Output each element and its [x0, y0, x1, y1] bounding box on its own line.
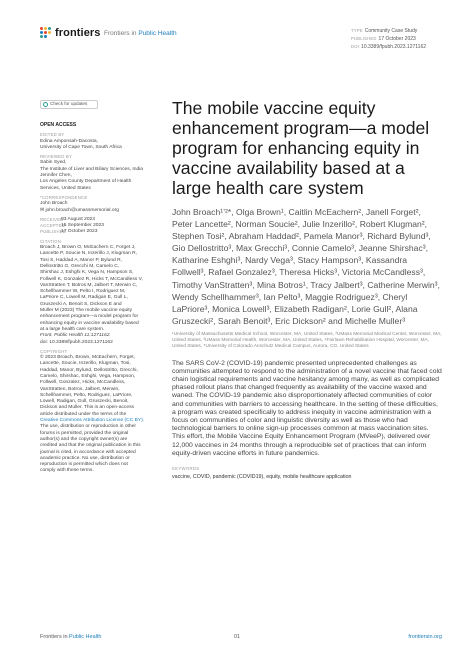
- copyright-line: Dickson and Muller. This is an open-access: [40, 405, 134, 411]
- received-label: RECEIVED: [40, 216, 64, 222]
- published-label: PUBLISHED: [351, 36, 377, 41]
- reviewer-line: Services, United States: [40, 185, 91, 191]
- citation-label: CITATION: [40, 238, 62, 244]
- citation-text: [40, 245, 168, 333]
- editor-line: University of Cape Town, South Africa: [40, 144, 122, 150]
- edited-by-label: EDITED BY: [40, 132, 65, 138]
- copyright-line: Camelo, Shirshac, Eshghi, Vega, Hampson,: [40, 373, 136, 379]
- footer-journal-name: Public Health: [69, 634, 102, 640]
- cc-by-license-link[interactable]: Creative Commons Attribution License (CC BY).: [40, 418, 145, 424]
- copyright-line: Lowell, Radigan, Gull, Gruszecki, Benoit,: [40, 399, 129, 405]
- received-date: 03 August 2023: [61, 216, 95, 222]
- keywords: vaccine, COVID, pandemic (COVID19), equity, mobile healthcare application: [172, 473, 352, 480]
- copyright-text: [40, 355, 168, 418]
- footer-journal[interactable]: [40, 634, 101, 640]
- check-updates-label: Check for updates: [50, 101, 88, 107]
- reviewer-line: Los Angeles County Department of Health: [40, 179, 132, 185]
- email-address: john.broach@umassmemorial.org: [45, 207, 119, 213]
- citation-line: Shirshac J, Eshghi K, Vega N, Hampson S,: [40, 270, 134, 276]
- sidebar-published-date: 17 October 2023: [61, 229, 98, 235]
- reviewer-line: Jennifer Chen,: [40, 173, 72, 179]
- citation-line: Tosi S, Haddad A, Manor P, Bylund R,: [40, 257, 123, 263]
- dates-section: [40, 217, 168, 236]
- affiliations: ¹University of Massachusetts Medical School, Worcester, MA, United States, ²UMass Memorial Medical Center, Worcester, MA, United States, ³UMass Memorial Health, Worcester, MA, United States, ⁴Fairlawn Rehabilitation Hospital, Worcester, MA, United States, ⁵University of Colorado Anschutz Medical Campus, Aurora, CO, United States: [172, 331, 442, 350]
- check-for-updates-button[interactable]: [40, 100, 98, 109]
- footer-site-link[interactable]: frontiersin.org: [408, 634, 442, 640]
- author-list: John Broach¹’²*, Olga Brown¹, Caitlin McEachern², Janell Forget², Peter Lancette², Norman Soucie², Julie Inzerillo², Robert Klugman², Stephen Tosi², Abraham Haddad², Pamela Manor³, Richard Bylund³, Gio Dellostritto³, Max Grecchi³, Connie Camelo³, Jeanne Shirshac³, Katharine Eshghi³, Nardy Vega³, Stacy Hampson³, Kassandra Follwell³, Rafael Gonzalez³, Theresa Hicks³, Victoria McCandless³, Timothy VanStratten³, Mina Botros¹, Tracy Jalbert³, Catherine Merwin³, Wendy Schellhammer³, Ian Pelto³, Maggie Rodriguez³, Cheryl LaPriore³, Monica Lowell³, Elizabeth Radigan², Lorie Gull², Alana Gruszecki², Sarah Benoit³, Eric Dickson² and Michelle Muller³: [172, 207, 440, 326]
- correspondence-name: John Broach: [40, 201, 68, 207]
- article-main: [172, 98, 442, 480]
- reviewer-line: Sabin Syed,: [40, 160, 67, 166]
- copyright-terms-line: The use, distribution or reproduction in other: [40, 424, 136, 430]
- open-access-label: OPEN ACCESS: [40, 122, 77, 128]
- copyright-line: © 2023 Broach, Brown, McEachern, Forget,: [40, 355, 135, 361]
- citation-line: Lancette P, Soucie N, Inzerillo J, Klugman R,: [40, 251, 137, 257]
- copyright-line: Schellhammer, Pelto, Rodriguez, LaPriore,: [40, 392, 133, 398]
- copyright-terms-line: author(s) and the copyright owner(s) are: [40, 436, 128, 442]
- citation-line: at a large health care system.: [40, 326, 105, 332]
- copyright-section: [40, 349, 168, 475]
- copyright-terms-line: reproduction is permitted which does not: [40, 462, 128, 468]
- frontiers-logo-icon: [40, 27, 52, 39]
- doi-label: DOI: [351, 44, 360, 49]
- citation-section: [40, 239, 168, 346]
- correspondence-label: *CORRESPONDENCE: [40, 194, 88, 200]
- keywords-label: KEYWORDS: [172, 465, 200, 471]
- copyright-terms-line: academic practice. No use, distribution or: [40, 455, 130, 461]
- copyright-terms: [40, 424, 168, 474]
- type-value: Community Case Study: [364, 28, 418, 34]
- citation-line: Follwell K, Gonzalez R, Hicks T, McCandless V,: [40, 276, 143, 282]
- logo-wordmark: frontiers: [55, 27, 101, 39]
- citation-line: Broach J, Brown O, McEachern C, Forget J,: [40, 245, 136, 251]
- update-icon: [43, 102, 48, 107]
- reviewed-by-section: [40, 154, 168, 192]
- copyright-line: Lancette, Soucie, Inzerillo, Klugman, Tosi,: [40, 361, 131, 367]
- citation-line: Gruszecki A, Benoit S, Dickson E and: [40, 301, 122, 307]
- article-sidebar: [40, 100, 168, 478]
- copyright-label: COPYRIGHT: [40, 348, 68, 354]
- published-value: 17 October 2023: [378, 36, 416, 42]
- citation-line: enhancing equity in vaccine availability based: [40, 320, 139, 326]
- journal-name[interactable]: [104, 30, 177, 37]
- abstract: The SARS CoV-2 (COVID-19) pandemic presented unprecedented challenges as communities attempted to respond to the administration of a novel vaccine that faced cold chain logistical requirements and vaccine hesitancy among many, as well as complicated phased rollout plans that changed frequently as availability of the vaccine waxed and waned. The COVID-19 pandemic also disproportionately affected communities of color and communities with barriers to accessing healthcare. In the setting of these difficulties, a program was created specifically to address inequity in vaccine administration with a focus on communities of color and linguistic diversity as well as those who had technological barriers to online sign-up processes common at mass vaccination sites. This effort, the Mobile Vaccine Equity Enhancement Program (MVeeP), delivered over 12,000 vaccines in 24 months through a reproducible set of practices that can inform equity-driven vaccine efforts in future pandemics.: [172, 359, 442, 457]
- journal-prefix: Frontiers in: [104, 30, 137, 37]
- copyright-line: Haddad, Manor, Bylund, Dellostritto, Grecchi,: [40, 367, 138, 373]
- accepted-date: 15 September 2023: [61, 223, 104, 229]
- accepted-label: ACCEPTED: [40, 223, 65, 229]
- copyright-terms-line: comply with these terms.: [40, 468, 94, 474]
- page-header: [0, 0, 474, 50]
- footer-journal-prefix: Frontiers in: [40, 634, 68, 640]
- doi-value[interactable]: 10.3389/fpubh.2023.1271162: [361, 44, 427, 50]
- email-icon: ✉: [40, 207, 45, 213]
- correspondence-email[interactable]: [40, 208, 168, 214]
- citation-line: Dellostritto G, Grecchi M, Camelo C,: [40, 263, 120, 269]
- copyright-terms-line: forums is permitted, provided the original: [40, 430, 129, 436]
- editor-line: Edina Amponsah-Dacosta,: [40, 138, 98, 144]
- citation-line: VanStratten T, Botros M, Jalbert T, Merwin C,: [40, 282, 138, 288]
- type-label: TYPE: [351, 28, 363, 33]
- article-title: The mobile vaccine equity enhancement program—a model program for enhancing equity in vaccine availability based at a large health care system: [172, 98, 430, 198]
- reviewed-by-label: REVIEWED BY: [40, 154, 73, 160]
- citation-line: Schellhammer W, Pelto I, Rodriguez M,: [40, 289, 126, 295]
- page-number: 01: [234, 634, 241, 640]
- citation-line: Muller M (2023) The mobile vaccine equity: [40, 308, 133, 314]
- copyright-line: article distributed under the terms of the: [40, 411, 127, 417]
- edited-by-section: [40, 132, 168, 151]
- reviewer-line: The Institute of Liver and Biliary Sciences, India: [40, 166, 144, 172]
- citation-journal: Front. Public Health 11:1271162.: [40, 333, 111, 339]
- journal-title: Public Health: [138, 30, 177, 37]
- citation-line: LaPriore C, Lowell M, Radigan E, Gull L,: [40, 295, 128, 301]
- copyright-terms-line: credited and that the original publication in this: [40, 443, 141, 449]
- citation-line: enhancement program—a model program for: [40, 314, 139, 320]
- article-meta: [351, 27, 426, 51]
- sidebar-published-label: PUBLISHED: [40, 229, 67, 235]
- copyright-line: VanStratten, Botros, Jalbert, Merwin,: [40, 386, 120, 392]
- copyright-line: Follwell, Gonzalez, Hicks, McCandless,: [40, 380, 126, 386]
- copyright-terms-line: journal is cited, in accordance with accepted: [40, 449, 136, 455]
- frontiers-logo[interactable]: [40, 27, 101, 39]
- citation-doi[interactable]: doi: 10.3389/fpubh.2023.1271162: [40, 339, 113, 345]
- correspondence-section: [40, 195, 168, 214]
